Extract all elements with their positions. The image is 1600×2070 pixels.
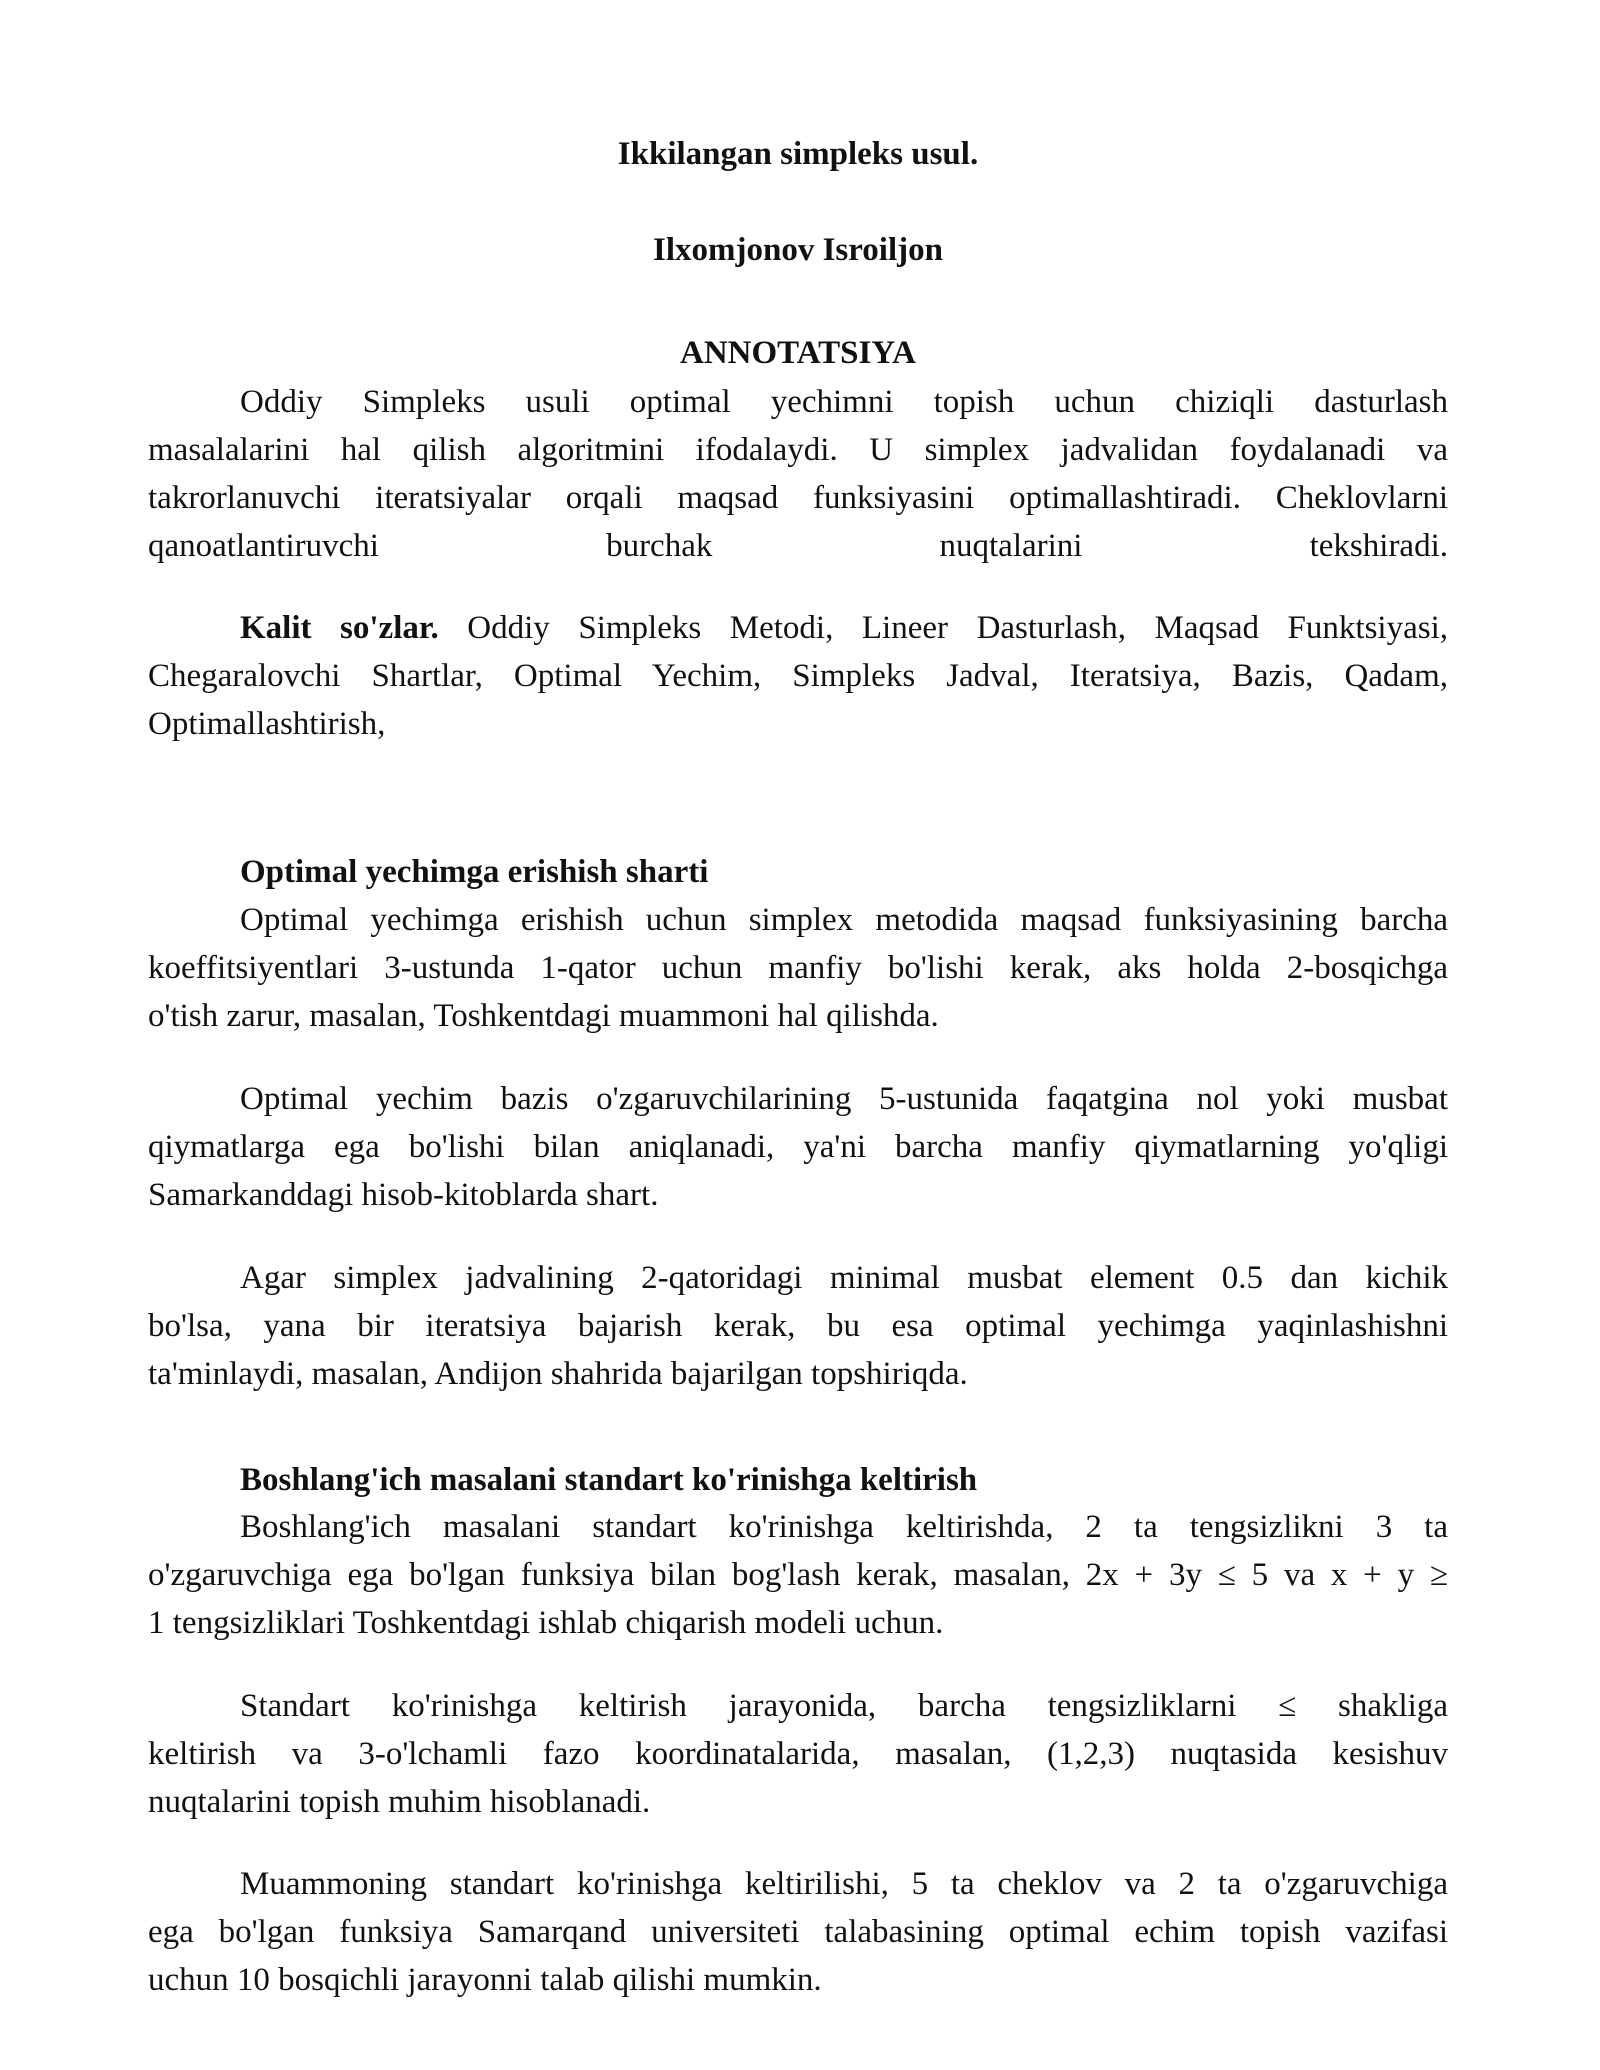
author-name: Ilxomjonov Isroiljon: [652, 232, 943, 268]
keywords-line: Chegaralovchi Shartlar, Optimal Yechim, Simpleks Jadval, Iteratsiya, Bazis, Qadam,: [148, 658, 1448, 694]
section-heading: Boshlang'ich masalani standart ko'rinishga keltirish: [240, 1462, 978, 1498]
keywords-first-line: [148, 604, 1448, 652]
section1-paragraph-3: [148, 1254, 1448, 1398]
section1-paragraph-1: [148, 896, 1448, 1040]
paragraph-line: Boshlang'ich masalani standart ko'rinishga keltirishda, 2 ta tengsizlikni 3 ta: [240, 1509, 1448, 1545]
paragraph-line: ega bo'lgan funksiya Samarqand universiteti talabasining optimal echim topish vazifasi: [148, 1914, 1448, 1950]
paragraph-line: Samarkanddagi hisob-kitoblarda shart.: [148, 1177, 659, 1213]
abstract-line: masalalarini hal qilish algoritmini ifodalaydi. U simplex jadvalidan foydalanadi va: [148, 432, 1448, 468]
abstract-heading: ANNOTATSIYA: [680, 335, 916, 371]
paragraph-line: ta'minlaydi, masalan, Andijon shahrida bajarilgan topshiriqda.: [148, 1356, 968, 1392]
abstract-line: takrorlanuvchi iteratsiyalar orqali maqsad funksiyasini optimallashtiradi. Cheklovlarni: [148, 480, 1448, 516]
paragraph-line: o'zgaruvchiga ega bo'lgan funksiya bilan bog'lash kerak, masalan, 2x + 3y ≤ 5 va x + y ≥: [148, 1557, 1448, 1593]
paragraph-line: keltirish va 3-o'lchamli fazo koordinatalarida, masalan, (1,2,3) nuqtasida kesishuv: [148, 1736, 1448, 1772]
section2-paragraph-3: [148, 1860, 1448, 2004]
abstract-line: qanoatlantiruvchi burchak nuqtalarini tekshiradi.: [148, 528, 1448, 564]
section2-paragraph-1: [148, 1503, 1448, 1647]
document-title: Ikkilangan simpleks usul.: [617, 136, 979, 172]
paragraph-line: Optimal yechim bazis o'zgaruvchilarining 5-ustunida faqatgina nol yoki musbat: [240, 1081, 1448, 1117]
abstract-paragraph: [148, 378, 1448, 570]
section1-paragraph-2: [148, 1075, 1448, 1219]
paragraph-line: Optimal yechimga erishish uchun simplex metodida maqsad funksiyasining barcha: [240, 902, 1448, 938]
paragraph-line: uchun 10 bosqichli jarayonni talab qilishi mumkin.: [148, 1962, 822, 1998]
paragraph-line: 1 tengsizliklari Toshkentdagi ishlab chiqarish modeli uchun.: [148, 1605, 944, 1641]
keywords-line: Optimallashtirish,: [148, 706, 386, 742]
paragraph-line: Agar simplex jadvalining 2-qatoridagi minimal musbat element 0.5 dan kichik: [240, 1260, 1448, 1296]
keywords-paragraph: [148, 604, 1448, 748]
paragraph-line: koeffitsiyentlari 3-ustunda 1-qator uchun manfiy bo'lishi kerak, aks holda 2-bosqichga: [148, 950, 1448, 986]
paragraph-line: Muammoning standart ko'rinishga keltirilishi, 5 ta cheklov va 2 ta o'zgaruvchiga: [240, 1866, 1448, 1902]
paragraph-line: o'tish zarur, masalan, Toshkentdagi muammoni hal qilishda.: [148, 998, 939, 1034]
paragraph-line: Standart ko'rinishga keltirish jarayonida, barcha tengsizliklarni ≤ shakliga: [240, 1688, 1448, 1724]
paragraph-line: bo'lsa, yana bir iteratsiya bajarish kerak, bu esa optimal yechimga yaqinlashishni: [148, 1308, 1448, 1344]
abstract-line: Oddiy Simpleks usuli optimal yechimni topish uchun chiziqli dasturlash: [240, 384, 1448, 420]
paragraph-line: qiymatlarga ega bo'lishi bilan aniqlanadi, ya'ni barcha manfiy qiymatlarning yo'qligi: [148, 1129, 1448, 1165]
section-heading: Optimal yechimga erishish sharti: [240, 854, 709, 890]
keywords-label: Kalit so'zlar.: [240, 610, 439, 646]
section2-paragraph-2: [148, 1682, 1448, 1826]
paragraph-line: nuqtalarini topish muhim hisoblanadi.: [148, 1784, 651, 1820]
keywords-text: Oddiy Simpleks Metodi, Lineer Dasturlash, Maqsad Funktsiyasi,: [438, 610, 1448, 646]
